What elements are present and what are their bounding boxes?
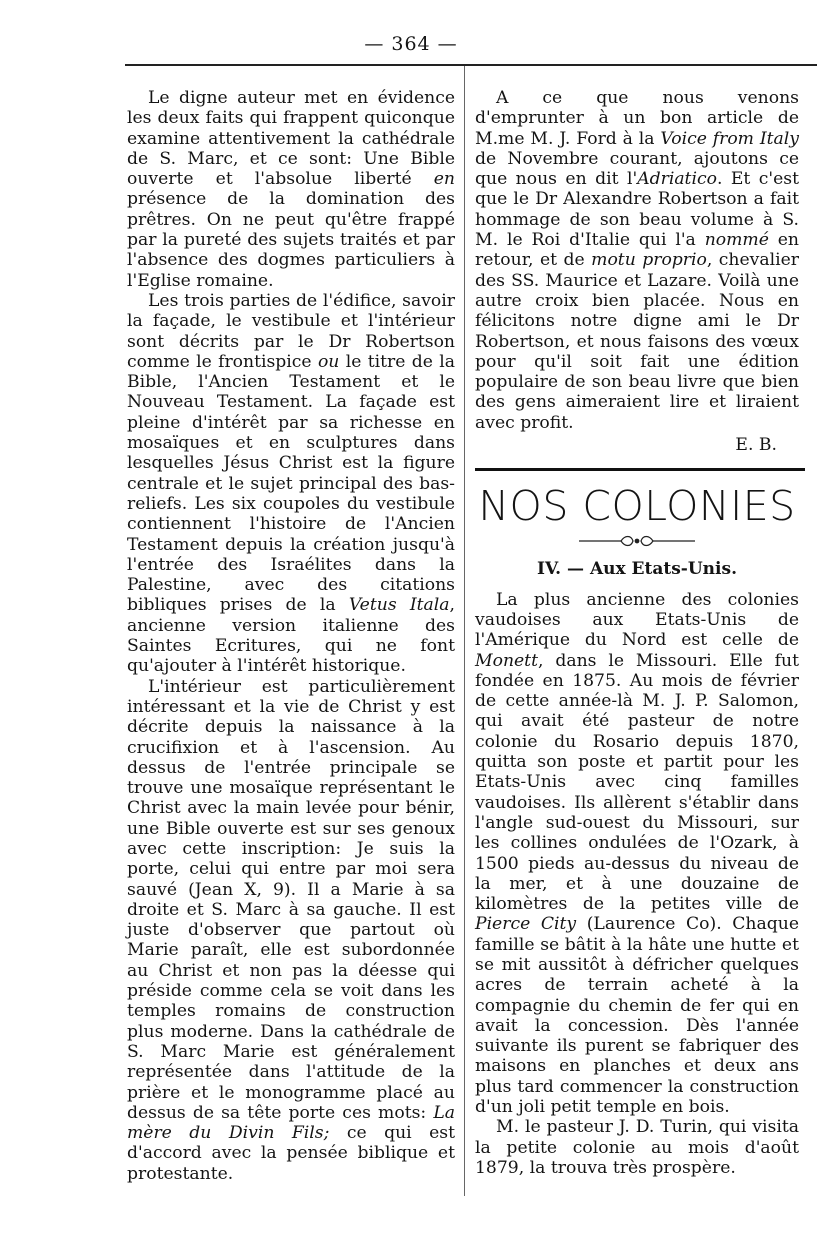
text-run: L'intérieur est particulièrement intéressant et la vie de Christ y est décrite depuis la naissance à la crucifixion et à l'ascension. Au dessus de l'entrée principale se trouve une mosaïque représentant le Christ avec la main levée pour bénir, une Bible ouverte est sur ses genoux avec cette inscription: Je suis la porte, celui qui entre par moi sera sauvé (Jean X, 9). Il a Marie à sa droite et S. Marc à sa gauche. Il est juste d'observer que partout où Marie paraît, elle est subordonnée au Christ et non pas la déesse qui préside comme cela se voit dans les temples romains de construction plus moderne. Dans la cathédrale de S. Marc Marie est généralement représentée dans l'attitude de la prière et le monogramme placé au dessus de sa tête porte ces mots: — [127, 676, 455, 1123]
italic-text: Pierce City — [475, 914, 577, 935]
text-run: A ce que nous venons d'emprunter à un bon article de M.me M. J. Ford à la — [475, 88, 799, 149]
paragraph — [475, 590, 799, 1118]
left-column — [127, 88, 455, 1184]
section-subheading: IV. — Aux Etats-Unis. — [537, 559, 737, 580]
text-run: le titre de la Bible, l'Ancien Testament et le Nouveau Testament. La façade est pleine d'intérêt par sa richesse en mosaïques et en sculptures dans lesquelles Jésus Christ est la figure centrale et le sujet principal des bas-reliefs. Les six coupoles du vestibule contiennent l'histoire de l'Ancien Testament depuis la création jusqu'à l'entrée des Israélites dans la Palestine, avec des citations bibliques prises de la — [127, 351, 455, 616]
text-run: , dans le Missouri. Elle fut fondée en 1875. Au mois de février de cette année-là M. J. P. Salomon, qui avait été pasteur de notre colonie du Rosario depuis 1870, quitta son poste et partit pour les Etats-Unis avec cinq familles vaudoises. Ils allèrent s'établir dans l'angle sud-ouest du Missouri, sur les collines ondulées de l'Ozark, à 1500 pieds au-dessus du niveau de la mer, et à une douzaine de kilomètres de la petites ville de — [475, 650, 799, 915]
text-run: . Et c'est que le Dr Alexandre Robertson a fait hommage de son beau volume à S. M. le Roi d'Italie qui l'a — [475, 169, 799, 251]
paragraph — [475, 88, 799, 433]
section-rule — [475, 468, 805, 471]
italic-text: motu proprio — [591, 250, 707, 271]
header-rule — [125, 64, 817, 66]
column-divider — [464, 66, 465, 1196]
paragraph — [127, 291, 455, 677]
article-end-paragraphs — [475, 88, 799, 433]
italic-text: Monett — [475, 650, 539, 671]
italic-text: nommé — [704, 230, 769, 251]
italic-text: La mère du Divin Fils; — [127, 1102, 455, 1144]
paragraph — [475, 1117, 799, 1178]
italic-text: Voice from Italy — [660, 128, 800, 149]
paragraph — [127, 677, 455, 1184]
article-signature: E. B. — [735, 435, 777, 456]
text-run: , chevalier des SS. Maurice et Lazare. Voilà une autre croix bien placée. Nous en félicitons notre digne ami le Dr Robertson, et nous faisons des vœux pour qu'il soit fait une édition populaire de son beau livre que bien des gens aimeraient lire et liraient avec profit. — [475, 250, 799, 433]
text-run: M. le pasteur J. D. Turin, qui visita la petite colonie au mois d'août 1879, la trouva très prospère. — [475, 1117, 799, 1178]
text-run: ce qui est d'accord avec la pensée biblique et protestante. — [127, 1123, 455, 1184]
section-title: NOS COLONIES — [478, 482, 796, 531]
text-run: en retour, et de — [475, 230, 799, 271]
italic-text: Vetus Itala — [348, 595, 450, 616]
text-run: (Laurence Co). Chaque famille se bâtit à la hâte une hutte et se mit aussitôt à défricher quelques acres de terrain acheté à la compagnie du chemin de fer qui en avait la concession. Dès l'année suivante ils purent se fabriquer des maisons en planches et deux ans plus tard commencer la construction d'un joli petit temple en bois. — [475, 914, 799, 1118]
ornament-flourish-icon — [577, 534, 697, 548]
text-run: Le digne auteur met en évidence les deux faits qui frappent quiconque examine attentivement la cathédrale de S. Marc, et ce sont: Une Bible ouverte et l'absolue liberté — [127, 88, 455, 190]
italic-text: Adriatico — [637, 169, 717, 190]
page-number: — 364 — — [364, 33, 458, 55]
text-run: présence de la domination des prêtres. On ne peut qu'être frappé par la pureté des sujets traités et par l'absence des dogmes particuliers à l'Eglise romaine. — [127, 189, 455, 291]
right-column — [475, 88, 799, 1178]
section-body-paragraphs — [475, 590, 799, 1179]
ornament-divider — [475, 533, 799, 551]
italic-text: en — [433, 169, 455, 190]
italic-text: ou — [317, 351, 340, 372]
text-run: La plus ancienne des colonies vaudoises aux Etats-Unis de l'Amérique du Nord est celle de — [475, 589, 799, 651]
text-run: , ancienne version italienne des Saintes Ecritures, qui ne font qu'ajouter à l'intérêt historique. — [127, 595, 456, 677]
paragraph — [127, 88, 455, 291]
text-run: de Novembre courant, ajoutons ce que nous en dit l' — [475, 148, 799, 190]
text-run: Les trois parties de l'édifice, savoir la façade, le vestibule et l'intérieur sont décrits par le Dr Robertson comme le frontispice — [127, 290, 455, 372]
